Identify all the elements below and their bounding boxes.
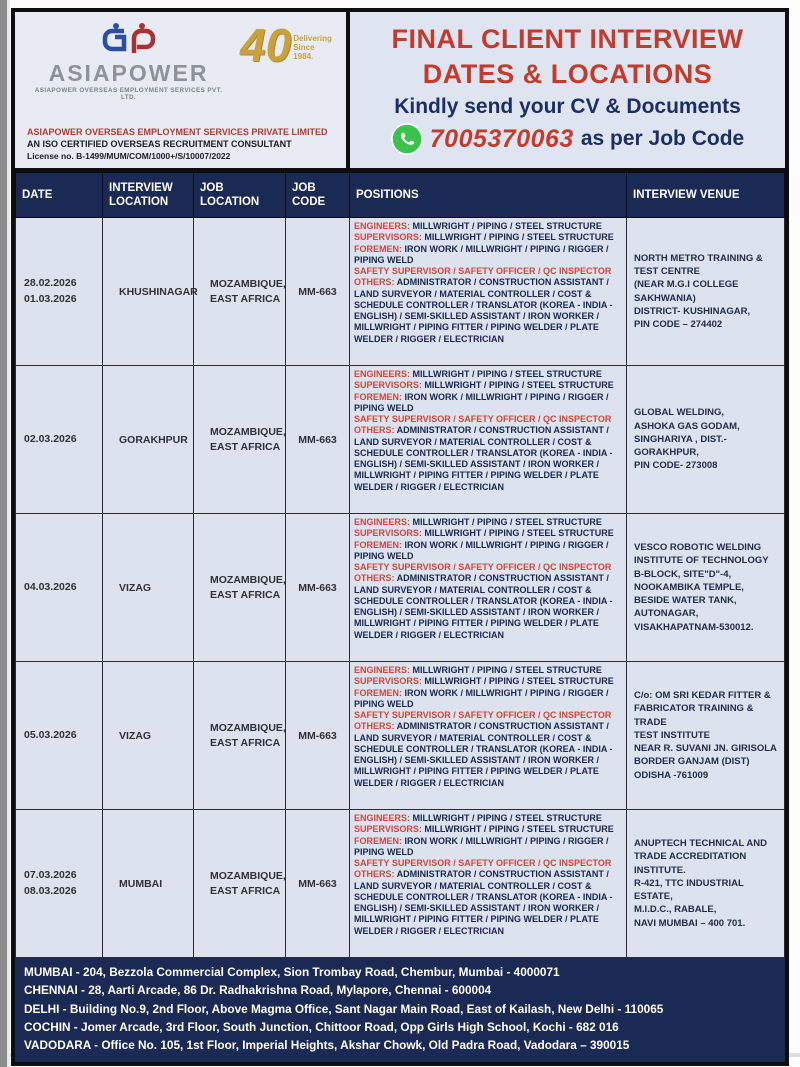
positions-engineers: MILLWRIGHT / PIPING / STEEL STRUCTURE	[412, 221, 602, 231]
cell-interview-location: MUMBAI	[103, 810, 194, 958]
cell-job-location: MOZAMBIQUE, EAST AFRICA	[194, 218, 286, 366]
positions-safety-line: SAFETY SUPERVISOR / SAFETY OFFICER / QC INSPECTOR	[354, 562, 612, 572]
whatsapp-contact-row	[350, 123, 785, 155]
positions-engineers-label: ENGINEERS:	[354, 517, 411, 527]
whatsapp-phone-number: 7005370063	[429, 124, 574, 153]
cell-interview-venue: NORTH METRO TRAINING & TEST CENTRE (NEAR M.G.I COLLEGE SAKHWANIA) DISTRICT- KUSHINAGAR, PIN CODE – 274402	[627, 218, 785, 366]
col-header-interview-location: INTERVIEW LOCATION	[103, 173, 194, 218]
positions-engineers-label: ENGINEERS:	[354, 813, 411, 823]
positions-supervisors: MILLWRIGHT / PIPING / STEEL STRUCTURE	[424, 380, 614, 391]
header-right-title-panel	[350, 12, 785, 168]
positions-supervisors: MILLWRIGHT / PIPING / STEEL STRUCTURE	[424, 824, 614, 835]
header-left-company-panel	[15, 12, 350, 168]
table-row	[16, 514, 785, 662]
table-header-row	[16, 173, 785, 218]
scan-edge-strip	[0, 0, 7, 1067]
cell-interview-location: KHUSHINAGAR	[103, 218, 194, 366]
positions-foremen: IRON WORK / MILLWRIGHT / PIPING / RIGGER / PIPING WELD	[354, 687, 609, 709]
positions-others-label: OTHERS:	[354, 425, 395, 436]
positions-safety-line: SAFETY SUPERVISOR / SAFETY OFFICER / QC INSPECTOR	[354, 710, 612, 720]
poster-title-line1: FINAL CLIENT INTERVIEW	[391, 24, 744, 54]
asiapower-logo	[27, 22, 230, 101]
positions-engineers: MILLWRIGHT / PIPING / STEEL STRUCTURE	[412, 813, 602, 823]
positions-engineers: MILLWRIGHT / PIPING / STEEL STRUCTURE	[412, 517, 602, 527]
cell-job-code: MM-663	[286, 366, 350, 514]
table-row	[16, 218, 785, 366]
company-identity-lines	[27, 126, 336, 162]
positions-others-label: OTHERS:	[354, 573, 395, 584]
cell-interview-venue: ANUPTECH TECHNICAL AND TRADE ACCREDITATION INSTITUTE. R-421, TTC INDUSTRIAL ESTATE, M.I.D.C., RABALE, NAVI MUMBAI – 400 701.	[627, 810, 785, 958]
positions-safety-line: SAFETY SUPERVISOR / SAFETY OFFICER / QC INSPECTOR	[354, 858, 612, 868]
cell-interview-location: VIZAG	[103, 514, 194, 662]
office-address-delhi: DELHI - Building No.9, 2nd Floor, Above Magma Office, Sant Nagar Main Road, East of Kailash, New Delhi - 110065	[24, 1001, 664, 1016]
positions-foremen: IRON WORK / MILLWRIGHT / PIPING / RIGGER / PIPING WELD	[354, 243, 609, 265]
cell-interview-venue: C/o: OM SRI KEDAR FITTER & FABRICATOR TRAINING & TRADE TEST INSTITUTE NEAR R. SUVANI JN. GIRISOLA BORDER GANJAM (DIST) ODISHA -761009	[627, 662, 785, 810]
anniversary-40-logo	[240, 19, 336, 71]
table-row	[16, 810, 785, 958]
col-header-job-code: JOB CODE	[286, 173, 350, 218]
positions-others: ADMINISTRATOR / CONSTRUCTION ASSISTANT / LAND SURVEYOR / MATERIAL CONTROLLER / COST & SCHEDULE CONTROLLER / TRANSLATOR (KOREA - INDIA - ENGLISH) / SEMI-SKILLED ASSISTANT / IRON WORKER / MILLWRIGHT / PIPING FITTER / PIPING WELDER / PLATE WELDER / RIGGER / ELECTRICIAN	[354, 869, 613, 936]
col-header-positions: POSITIONS	[350, 173, 627, 218]
positions-foremen: IRON WORK / MILLWRIGHT / PIPING / RIGGER / PIPING WELD	[354, 391, 609, 413]
iso-certification-line: AN ISO CERTIFIED OVERSEAS RECRUITMENT CONSULTANT	[27, 139, 292, 150]
positions-supervisors-label: SUPERVISORS:	[354, 824, 422, 835]
positions-engineers-label: ENGINEERS:	[354, 665, 411, 675]
positions-foremen: IRON WORK / MILLWRIGHT / PIPING / RIGGER / PIPING WELD	[354, 539, 609, 561]
positions-foremen-label: FOREMEN:	[354, 243, 402, 254]
cell-positions	[350, 218, 627, 366]
positions-others-label: OTHERS:	[354, 277, 395, 288]
cell-job-location: MOZAMBIQUE, EAST AFRICA	[194, 662, 286, 810]
positions-supervisors-label: SUPERVISORS:	[354, 528, 422, 539]
anniversary-line2: Since 1984.	[293, 42, 315, 61]
positions-others-label: OTHERS:	[354, 721, 395, 732]
cell-date: 02.03.2026	[16, 366, 103, 514]
company-full-name: ASIAPOWER OVERSEAS EMPLOYMENT SERVICES PRIVATE LIMITED	[27, 127, 328, 138]
positions-supervisors: MILLWRIGHT / PIPING / STEEL STRUCTURE	[424, 232, 614, 243]
col-header-job-location: JOB LOCATION	[194, 173, 286, 218]
logo-area	[27, 19, 336, 101]
poster-title-line2: DATES & LOCATIONS	[422, 59, 713, 90]
cell-positions	[350, 810, 627, 958]
positions-others: ADMINISTRATOR / CONSTRUCTION ASSISTANT / LAND SURVEYOR / MATERIAL CONTROLLER / COST & SCHEDULE CONTROLLER / TRANSLATOR (KOREA - INDIA - ENGLISH) / SEMI-SKILLED ASSISTANT / IRON WORKER / MILLWRIGHT / PIPING FITTER / PIPING WELDER / PLATE WELDER / RIGGER / ELECTRICIAN	[354, 573, 613, 640]
cell-job-location: MOZAMBIQUE, EAST AFRICA	[194, 810, 286, 958]
positions-foremen: IRON WORK / MILLWRIGHT / PIPING / RIGGER / PIPING WELD	[354, 835, 609, 857]
cell-interview-venue: VESCO ROBOTIC WELDING INSTITUTE OF TECHNOLOGY B-BLOCK, SITE"D"-4, NOOKAMBIKA TEMPLE, BESIDE WATER TANK, AUTONAGAR, VISAKHAPATNAM-530012.	[627, 514, 785, 662]
job-code-instruction: as per Job Code	[580, 127, 745, 151]
cv-instruction-text: Kindly send your CV & Documents	[394, 95, 741, 119]
col-header-date: DATE	[16, 173, 103, 218]
positions-foremen-label: FOREMEN:	[354, 539, 402, 550]
cell-date: 07.03.2026 08.03.2026	[16, 810, 103, 958]
anniversary-caption	[293, 34, 336, 66]
positions-engineers-label: ENGINEERS:	[354, 369, 411, 379]
cell-interview-venue: GLOBAL WELDING, ASHOKA GAS GODAM, SINGHARIYA , DIST.- GORAKHPUR, PIN CODE- 273008	[627, 366, 785, 514]
col-header-interview-venue: INTERVIEW VENUE	[627, 173, 785, 218]
positions-supervisors: MILLWRIGHT / PIPING / STEEL STRUCTURE	[424, 676, 614, 687]
scan-edge-strip-light	[7, 0, 10, 1067]
whatsapp-icon	[391, 123, 423, 155]
positions-safety-line: SAFETY SUPERVISOR / SAFETY OFFICER / QC INSPECTOR	[354, 266, 612, 276]
cell-positions	[350, 662, 627, 810]
positions-others-label: OTHERS:	[354, 869, 395, 880]
cell-job-code: MM-663	[286, 218, 350, 366]
cell-job-location: MOZAMBIQUE, EAST AFRICA	[194, 514, 286, 662]
positions-foremen-label: FOREMEN:	[354, 391, 402, 402]
positions-others: ADMINISTRATOR / CONSTRUCTION ASSISTANT / LAND SURVEYOR / MATERIAL CONTROLLER / COST & SCHEDULE CONTROLLER / TRANSLATOR (KOREA - INDIA - ENGLISH) / SEMI-SKILLED ASSISTANT / IRON WORKER / MILLWRIGHT / PIPING FITTER / PIPING WELDER / PLATE WELDER / RIGGER / ELECTRICIAN	[354, 425, 613, 492]
cell-job-location: MOZAMBIQUE, EAST AFRICA	[194, 366, 286, 514]
office-address-chennai: CHENNAI - 28, Aarti Arcade, 86 Dr. Radhakrishna Road, Mylapore, Chennai - 600004	[24, 983, 492, 998]
positions-others: ADMINISTRATOR / CONSTRUCTION ASSISTANT / LAND SURVEYOR / MATERIAL CONTROLLER / COST & SCHEDULE CONTROLLER / TRANSLATOR (KOREA - INDIA - ENGLISH) / SEMI-SKILLED ASSISTANT / IRON WORKER / MILLWRIGHT / PIPING FITTER / PIPING WELDER / PLATE WELDER / RIGGER / ELECTRICIAN	[354, 277, 613, 344]
cell-date: 04.03.2026	[16, 514, 103, 662]
office-address-cochin: COCHIN - Jomer Arcade, 3rd Floor, South Junction, Chittoor Road, Opp Girls High School, Kochi - 682 016	[24, 1019, 619, 1034]
cell-job-code: MM-663	[286, 662, 350, 810]
table-row	[16, 662, 785, 810]
positions-foremen-label: FOREMEN:	[354, 687, 402, 698]
interview-schedule-table	[15, 172, 785, 958]
table-row	[16, 366, 785, 514]
positions-supervisors: MILLWRIGHT / PIPING / STEEL STRUCTURE	[424, 528, 614, 539]
cell-interview-location: VIZAG	[103, 662, 194, 810]
positions-supervisors-label: SUPERVISORS:	[354, 676, 422, 687]
cell-job-code: MM-663	[286, 514, 350, 662]
cell-interview-location: GORAKHPUR	[103, 366, 194, 514]
cell-job-code: MM-663	[286, 810, 350, 958]
positions-engineers: MILLWRIGHT / PIPING / STEEL STRUCTURE	[412, 369, 602, 379]
cell-date: 05.03.2026	[16, 662, 103, 810]
recruitment-poster	[11, 8, 789, 1066]
positions-safety-line: SAFETY SUPERVISOR / SAFETY OFFICER / QC INSPECTOR	[354, 414, 612, 424]
positions-foremen-label: FOREMEN:	[354, 835, 402, 846]
office-address-vadodara: VADODARA - Office No. 105, 1st Floor, Imperial Heights, Akshar Chowk, Old Padra Road, Vadodara – 390015	[24, 1038, 630, 1053]
office-address-mumbai: MUMBAI - 204, Bezzola Commercial Complex, Sion Trombay Road, Chembur, Mumbai - 4000071	[24, 965, 560, 979]
brand-tagline: ASIAPOWER OVERSEAS EMPLOYMENT SERVICES PVT. LTD.	[34, 87, 223, 101]
brand-wordmark: ASIAPOWER	[48, 60, 209, 86]
positions-others: ADMINISTRATOR / CONSTRUCTION ASSISTANT / LAND SURVEYOR / MATERIAL CONTROLLER / COST & SCHEDULE CONTROLLER / TRANSLATOR (KOREA - INDIA - ENGLISH) / SEMI-SKILLED ASSISTANT / IRON WORKER / MILLWRIGHT / PIPING FITTER / PIPING WELDER / PLATE WELDER / RIGGER / ELECTRICIAN	[354, 721, 613, 788]
office-addresses-footer	[15, 958, 785, 1062]
cell-positions	[350, 514, 627, 662]
positions-supervisors-label: SUPERVISORS:	[354, 380, 422, 391]
positions-supervisors-label: SUPERVISORS:	[354, 232, 422, 243]
asiapower-monogram-icon	[98, 43, 160, 60]
license-number-line: License no. B-1499/MUM/COM/1000+/S/10007/2022	[27, 150, 231, 161]
cell-positions	[350, 366, 627, 514]
positions-engineers: MILLWRIGHT / PIPING / STEEL STRUCTURE	[412, 665, 602, 675]
positions-engineers-label: ENGINEERS:	[354, 221, 411, 231]
anniversary-number: 40	[240, 19, 292, 71]
anniversary-line1: Delivering	[293, 33, 332, 43]
header-band	[15, 12, 785, 172]
cell-date: 28.02.2026 01.03.2026	[16, 218, 103, 366]
